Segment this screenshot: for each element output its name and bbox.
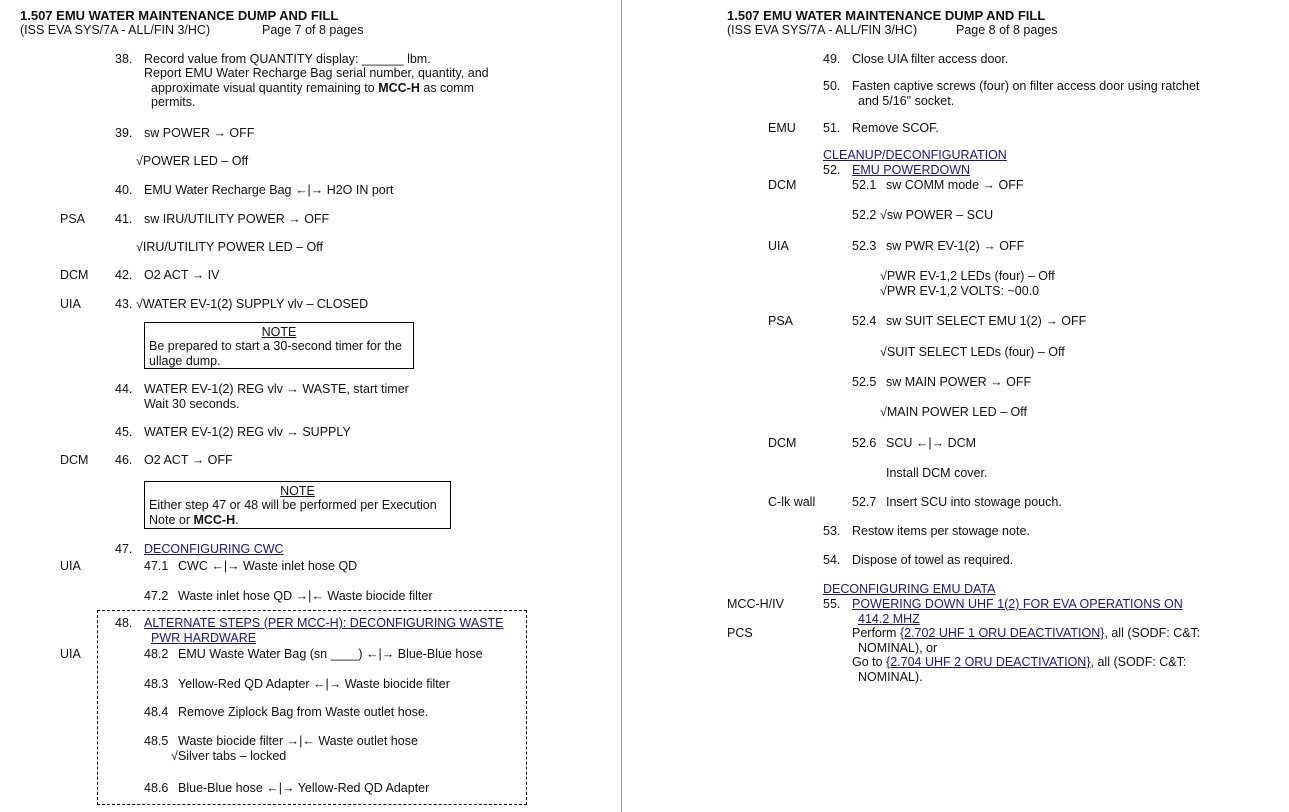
step-text: permits. <box>151 95 196 109</box>
step-number: 52.2 <box>852 208 877 222</box>
page-number-label: Page 8 of 8 pages <box>956 23 1058 37</box>
location-label: EMU <box>768 121 796 135</box>
step-number: 44. <box>115 382 133 396</box>
section-heading-link[interactable]: CLEANUP/DECONFIGURATION <box>823 148 1007 162</box>
step-text: Record value from QUANTITY display: ______ lbm. <box>144 52 431 66</box>
step-text: CWC ←|→ Waste inlet hose QD <box>178 559 358 573</box>
step-text: Install DCM cover. <box>886 466 988 480</box>
step-text: Remove SCOF. <box>852 121 939 135</box>
check-text: √SUIT SELECT LEDs (four) – Off <box>880 345 1065 359</box>
note-box <box>144 481 451 529</box>
page-number-label: Page 7 of 8 pages <box>262 23 364 37</box>
step-number: 55. <box>823 597 841 611</box>
section-heading-link[interactable]: POWERING DOWN UHF 1(2) FOR EVA OPERATIONS ON <box>852 597 1183 611</box>
step-text: Report EMU Water Recharge Bag serial number, quantity, and <box>144 66 489 80</box>
step-number: 45. <box>115 425 133 439</box>
step-text: NOMINAL). <box>858 670 923 684</box>
note-text: Either step 47 or 48 will be performed per Execution <box>149 498 437 512</box>
step-text: sw COMM mode → OFF <box>886 178 1024 192</box>
step-text: WATER EV-1(2) REG vlv → WASTE, start timer <box>144 382 409 396</box>
step-text: O2 ACT → IV <box>144 268 220 282</box>
check-text: √POWER LED – Off <box>136 154 249 168</box>
location-label: UIA <box>60 559 81 573</box>
step-number: 48.3 <box>144 677 169 691</box>
location-label: PCS <box>727 626 753 640</box>
check-text: √MAIN POWER LED – Off <box>880 405 1027 419</box>
step-number: 49. <box>823 52 841 66</box>
step-number: 42. <box>115 268 133 282</box>
location-label: PSA <box>60 212 86 226</box>
procedure-link[interactable]: {2.702 UHF 1 ORU DEACTIVATION} <box>899 626 1105 640</box>
step-text: sw SUIT SELECT EMU 1(2) → OFF <box>886 314 1087 328</box>
location-label: DCM <box>60 453 89 467</box>
step-text: SCU ←|→ DCM <box>886 436 977 450</box>
step-number: 51. <box>823 121 841 135</box>
step-text: EMU Water Recharge Bag ←|→ H2O IN port <box>144 183 394 197</box>
note-title: NOTE <box>261 325 297 339</box>
step-text: Remove Ziplock Bag from Waste outlet hose. <box>178 705 429 719</box>
note-text: ullage dump. <box>149 354 221 368</box>
step-text: Go to {2.704 UHF 2 ORU DEACTIVATION}, all (SODF: C&T: <box>852 655 1187 669</box>
note-text: Be prepared to start a 30-second timer for the <box>149 339 402 353</box>
location-label: PSA <box>768 314 794 328</box>
step-number: 43. <box>115 297 133 311</box>
step-text: Wait 30 seconds. <box>144 397 240 411</box>
step-number: 40. <box>115 183 133 197</box>
step-text: Fasten captive screws (four) on filter access door using ratchet <box>852 79 1200 93</box>
note-box <box>144 322 414 369</box>
step-text: Close UIA filter access door. <box>852 52 1009 66</box>
step-number: 52.3 <box>852 239 877 253</box>
page-title: 1.507 EMU WATER MAINTENANCE DUMP AND FILL <box>727 8 1046 23</box>
location-label: DCM <box>768 436 797 450</box>
location-label: C-lk wall <box>768 495 816 509</box>
step-number: 41. <box>115 212 133 226</box>
section-heading-link[interactable]: 414.2 MHZ <box>858 612 920 626</box>
step-number: 52.4 <box>852 314 877 328</box>
step-text: Restow items per stowage note. <box>852 524 1030 538</box>
step-text: EMU Waste Water Bag (sn ____) ←|→ Blue-Blue hose <box>178 647 483 661</box>
step-number: 47.2 <box>144 589 169 603</box>
step-text: √sw POWER – SCU <box>880 208 994 222</box>
step-text: sw MAIN POWER → OFF <box>886 375 1032 389</box>
section-heading-link[interactable]: ALTERNATE STEPS (PER MCC-H): DECONFIGURING WASTE <box>144 616 504 630</box>
step-text: Yellow-Red QD Adapter ←|→ Waste biocide filter <box>178 677 450 691</box>
step-number: 52.1 <box>852 178 877 192</box>
step-number: 48.4 <box>144 705 169 719</box>
step-text: Blue-Blue hose ←|→ Yellow-Red QD Adapter <box>178 781 430 795</box>
step-text: Waste inlet hose QD →|← Waste biocide filter <box>178 589 433 603</box>
step-text: Perform {2.702 UHF 1 ORU DEACTIVATION}, all (SODF: C&T: <box>852 626 1201 640</box>
check-text: √PWR EV-1,2 LEDs (four) – Off <box>880 269 1055 283</box>
section-heading-link[interactable]: EMU POWERDOWN <box>852 163 971 177</box>
step-number: 39. <box>115 126 133 140</box>
note-text: Note or MCC-H. <box>149 513 239 527</box>
step-text: Waste biocide filter →|← Waste outlet hose <box>178 734 418 748</box>
step-number: 46. <box>115 453 133 467</box>
procedure-link[interactable]: {2.704 UHF 2 ORU DEACTIVATION} <box>886 655 1091 669</box>
step-number: 48.5 <box>144 734 169 748</box>
section-heading-link[interactable]: DECONFIGURING CWC <box>144 542 284 556</box>
step-number: 48.2 <box>144 647 169 661</box>
location-label: UIA <box>60 647 81 661</box>
step-text: sw POWER → OFF <box>144 126 255 140</box>
step-number: 50. <box>823 79 841 93</box>
step-number: 38. <box>115 52 133 66</box>
step-text: O2 ACT → OFF <box>144 453 233 467</box>
step-number: 52.7 <box>852 495 877 509</box>
section-heading-link[interactable]: PWR HARDWARE <box>151 631 257 645</box>
page-title: 1.507 EMU WATER MAINTENANCE DUMP AND FILL <box>20 8 339 23</box>
step-number: 47.1 <box>144 559 169 573</box>
step-number: 52.5 <box>852 375 877 389</box>
step-text: NOMINAL), or <box>858 641 938 655</box>
step-number: 53. <box>823 524 841 538</box>
location-label: UIA <box>768 239 789 253</box>
step-number: 52. <box>823 163 841 177</box>
section-heading-link[interactable]: DECONFIGURING EMU DATA <box>823 582 996 596</box>
step-text: √WATER EV-1(2) SUPPLY vlv – CLOSED <box>136 297 369 311</box>
check-text: √PWR EV-1,2 VOLTS: ~00.0 <box>880 284 1040 298</box>
step-number: 48.6 <box>144 781 169 795</box>
check-text: √IRU/UTILITY POWER LED – Off <box>136 240 323 254</box>
step-text: sw IRU/UTILITY POWER → OFF <box>144 212 330 226</box>
step-text: sw PWR EV-1(2) → OFF <box>886 239 1025 253</box>
procedure-page-8 <box>624 0 1289 812</box>
page-subtitle: (ISS EVA SYS/7A - ALL/FIN 3/HC) <box>727 23 918 37</box>
step-number: 54. <box>823 553 841 567</box>
check-text: √Silver tabs – locked <box>171 749 287 763</box>
step-number: 48. <box>115 616 133 630</box>
step-text: Dispose of towel as required. <box>852 553 1014 567</box>
location-label: DCM <box>60 268 89 282</box>
step-text: and 5/16" socket. <box>858 94 955 108</box>
step-text: approximate visual quantity remaining to MCC-H as comm <box>151 81 475 95</box>
page-subtitle: (ISS EVA SYS/7A - ALL/FIN 3/HC) <box>20 23 211 37</box>
step-text: WATER EV-1(2) REG vlv → SUPPLY <box>144 425 351 439</box>
step-text: Insert SCU into stowage pouch. <box>886 495 1062 509</box>
procedure-page-7 <box>0 0 622 812</box>
step-number: 47. <box>115 542 133 556</box>
step-number: 52.6 <box>852 436 877 450</box>
location-label: UIA <box>60 297 81 311</box>
location-label: MCC-H/IV <box>727 597 784 611</box>
location-label: DCM <box>768 178 797 192</box>
note-title: NOTE <box>280 484 315 498</box>
